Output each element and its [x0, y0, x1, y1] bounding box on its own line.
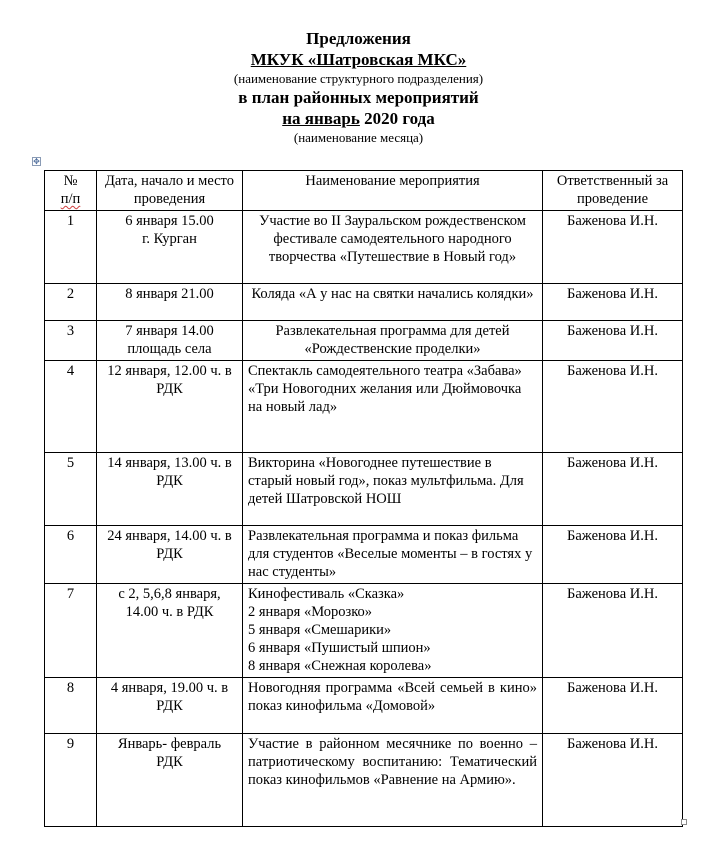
- row-num: 5: [45, 453, 97, 526]
- org-note: (наименование структурного подразделения): [233, 71, 484, 86]
- month-underlined: на январь: [282, 109, 360, 128]
- plan-line: в план районных мероприятий: [238, 88, 479, 107]
- row-name: Участие во II Зауральском рождественском фестивале самодеятельного народного творчества «Путешествие в Новый год»: [243, 211, 543, 284]
- row-date: Январь- февраль РДК: [97, 734, 243, 827]
- row-num: 9: [45, 734, 97, 827]
- row-num: 7: [45, 584, 97, 678]
- header-name: Наименование мероприятия: [243, 171, 543, 211]
- row-date: 6 января 15.00 г. Курган: [97, 211, 243, 284]
- row-name: Участие в районном месячнике по военно – патриотическому воспитанию: Тематический показ кинофильмов «Равнение на Армию».: [243, 734, 543, 827]
- table-row: [45, 678, 683, 734]
- row-num: 2: [45, 284, 97, 321]
- row-num: 1: [45, 211, 97, 284]
- row-date: 14 января, 13.00 ч. в РДК: [97, 453, 243, 526]
- month-note: (наименование месяца): [293, 130, 424, 145]
- row-resp: Баженова И.Н.: [543, 678, 683, 734]
- row-name: Развлекательная программа и показ фильма для студентов «Веселые моменты – в гостях у нас студенты»: [243, 526, 543, 584]
- table-row: [45, 284, 683, 321]
- row-date: 12 января, 12.00 ч. в РДК: [97, 361, 243, 453]
- row-resp: Баженова И.Н.: [543, 361, 683, 453]
- row-date: 4 января, 19.00 ч. в РДК: [97, 678, 243, 734]
- table-row: [45, 211, 683, 284]
- row-name: Спектакль самодеятельного театра «Забава» «Три Новогодних желания или Дюймовочка на новый лад»: [243, 361, 543, 453]
- row-name: Новогодняя программа «Всей семьей в кино» показ кинофильма «Домовой»: [243, 678, 543, 734]
- row-resp: Баженова И.Н.: [543, 211, 683, 284]
- table-row: [45, 453, 683, 526]
- row-num: 8: [45, 678, 97, 734]
- row-name: Коляда «А у нас на святки начались колядки»: [243, 284, 543, 321]
- row-resp: Баженова И.Н.: [543, 453, 683, 526]
- table-row: [45, 321, 683, 361]
- row-resp: Баженова И.Н.: [543, 584, 683, 678]
- row-resp: Баженова И.Н.: [543, 734, 683, 827]
- table-move-handle-icon[interactable]: ✥: [33, 157, 40, 166]
- header-resp: Ответственный за проведение: [543, 171, 683, 211]
- row-num: 4: [45, 361, 97, 453]
- row-resp: Баженова И.Н.: [543, 284, 683, 321]
- row-num: 6: [45, 526, 97, 584]
- events-table: [44, 170, 683, 827]
- month-line: [0, 108, 717, 129]
- row-date: 24 января, 14.00 ч. в РДК: [97, 526, 243, 584]
- org-name: МКУК «Шатровская МКС»: [250, 50, 467, 69]
- table-resize-handle[interactable]: [681, 819, 687, 825]
- table-header-row: [45, 171, 683, 211]
- row-resp: Баженова И.Н.: [543, 526, 683, 584]
- document-header: [0, 28, 717, 146]
- month-rest: 2020 года: [359, 109, 435, 128]
- row-date: с 2, 5,6,8 января, 14.00 ч. в РДК: [97, 584, 243, 678]
- row-num: 3: [45, 321, 97, 361]
- table-row: [45, 526, 683, 584]
- header-num: № п/п: [45, 171, 97, 211]
- row-date: 8 января 21.00: [97, 284, 243, 321]
- table-row: [45, 584, 683, 678]
- row-resp: Баженова И.Н.: [543, 321, 683, 361]
- row-name: Кинофестиваль «Сказка» 2 января «Морозко» 5 января «Смешарики» 6 января «Пушистый шпион» 8 января «Снежная королева»: [243, 584, 543, 678]
- row-name: Развлекательная программа для детей «Рождественские проделки»: [243, 321, 543, 361]
- row-date: 7 января 14.00 площадь села: [97, 321, 243, 361]
- table-row: [45, 361, 683, 453]
- header-date: Дата, начало и место проведения: [97, 171, 243, 211]
- table-row: [45, 734, 683, 827]
- doc-title: Предложения: [306, 29, 411, 48]
- row-name: Викторина «Новогоднее путешествие в старый новый год», показ мультфильма. Для детей Шатровской НОШ: [243, 453, 543, 526]
